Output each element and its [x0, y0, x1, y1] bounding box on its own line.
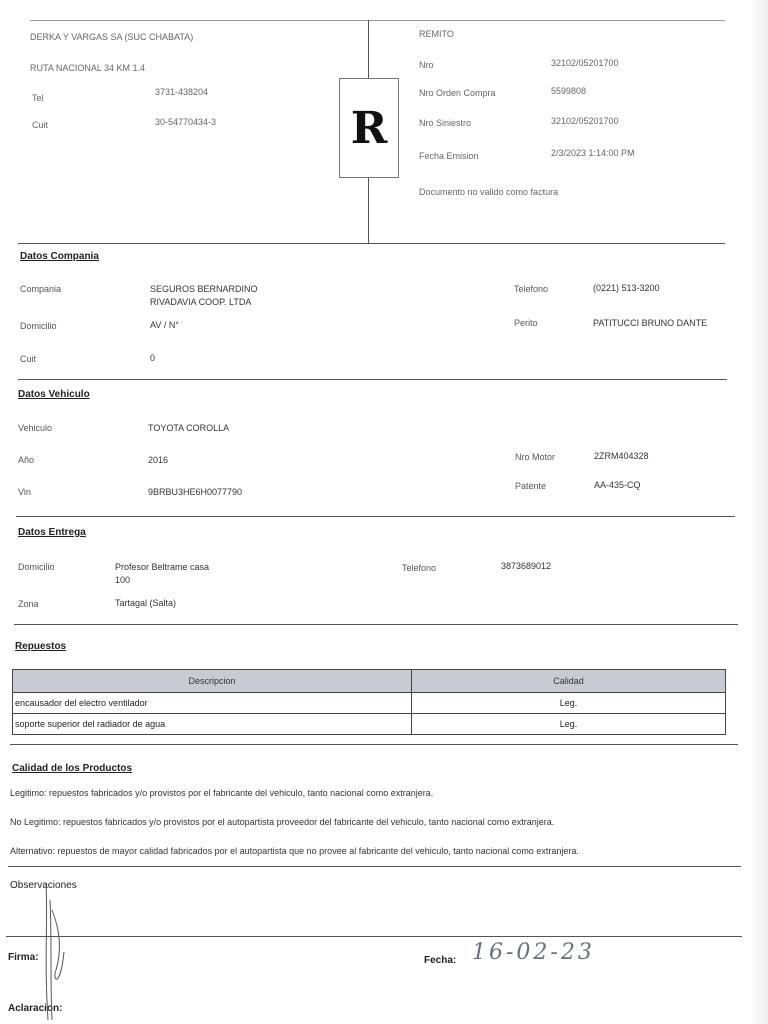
document-letter: R — [350, 102, 388, 154]
orden-label: Nro Orden Compra — [419, 88, 496, 98]
entrega-domicilio-value-1: Profesor Beltrame casa — [115, 562, 210, 572]
entrega-domicilio-value-2: 100 — [115, 575, 131, 585]
rule-vehiculo — [18, 379, 727, 380]
fecha-handwritten: 16-02-23 — [472, 940, 595, 965]
col-calidad: Calidad — [412, 670, 726, 693]
rule-observaciones — [8, 866, 741, 867]
firma-label: Firma: — [8, 952, 39, 963]
cuit-label: Cuit — [32, 120, 49, 130]
calidad-alternativo: Alternativo: repuestos de mayor calidad fabricados por el autopartista que no provee al fabricante del vehiculo, tanto nacional como extranjera. — [10, 846, 579, 856]
calidad-legitimo: Legitimo: repuestos fabricados y/o provistos por el fabricante del vehiculo, tanto nacional como extranjera. — [10, 788, 434, 798]
zona-label: Zona — [18, 599, 39, 609]
compania-telefono-value: (0221) 513-3200 — [593, 283, 660, 293]
page-edge-shadow — [750, 0, 768, 1024]
section-title-calidad: Calidad de los Productos — [12, 763, 133, 774]
nro-value: 32102/05201700 — [551, 58, 619, 68]
company-name: DERKA Y VARGAS SA (SUC CHABATA) — [30, 32, 194, 42]
zona-value: Tartagal (Salta) — [115, 598, 177, 608]
fecha-emision-value: 2/3/2023 1:14:00 PM — [551, 148, 635, 158]
orden-value: 5599808 — [551, 86, 587, 96]
motor-label: Nro Motor — [515, 452, 556, 462]
col-descripcion: Descripcion — [13, 670, 412, 693]
compania-cuit-value: 0 — [150, 353, 156, 363]
row-descripcion: encausador del electro ventilador — [13, 693, 412, 714]
section-title-repuestos: Repuestos — [15, 641, 67, 652]
motor-value: 2ZRM404328 — [594, 451, 649, 461]
row-calidad: Leg. — [412, 714, 726, 735]
compania-domicilio-label: Domicilio — [20, 321, 57, 331]
repuestos-table — [12, 669, 726, 735]
anio-label: Año — [18, 455, 35, 465]
rule-entrega — [16, 516, 735, 517]
entrega-telefono-label: Telefono — [402, 563, 437, 573]
vin-value: 9BRBU3HE6H0077790 — [148, 487, 243, 497]
siniestro-label: Nro Siniestro — [419, 118, 472, 128]
fecha-label: Fecha: — [424, 955, 457, 966]
tel-value: 3731-438204 — [155, 87, 209, 97]
cuit-value: 30-54770434-3 — [155, 117, 217, 127]
table-row — [13, 693, 726, 714]
compania-cuit-label: Cuit — [20, 354, 37, 364]
section-title-compania: Datos Compania — [20, 251, 99, 262]
observaciones-label: Observaciones — [10, 880, 77, 891]
perito-label: Perito — [514, 318, 538, 328]
entrega-telefono-value: 3873689012 — [501, 561, 552, 571]
nro-label: Nro — [419, 60, 434, 70]
vehiculo-label: Vehiculo — [18, 423, 53, 433]
fecha-emision-label: Fecha Emision — [419, 151, 479, 161]
tel-label: Tel — [32, 93, 44, 103]
rule-calidad — [10, 744, 738, 745]
rule-compania — [18, 243, 725, 244]
signature-scribble — [38, 880, 78, 1024]
patente-value: AA-435-CQ — [594, 480, 641, 490]
table-row — [13, 714, 726, 735]
compania-label: Compania — [20, 284, 62, 294]
compania-domicilio-value: AV / N° — [150, 320, 179, 330]
vehiculo-value: TOYOTA COROLLA — [148, 423, 230, 433]
company-address: RUTA NACIONAL 34 KM 1.4 — [30, 63, 146, 73]
siniestro-value: 32102/05201700 — [551, 116, 619, 126]
calidad-no-legitimo: No Legitimo: repuestos fabricados y/o provistos por el autopartista proveedor del fabricante del vehiculo, tanto nacional como extranjera. — [10, 817, 555, 827]
entrega-domicilio-label: Domicilio — [18, 562, 55, 572]
section-title-vehiculo: Datos Vehiculo — [18, 389, 90, 400]
row-descripcion: soporte superior del radiador de agua — [13, 714, 412, 735]
row-calidad: Leg. — [412, 693, 726, 714]
repuestos-header-row — [13, 670, 726, 693]
header-top-rule — [30, 20, 725, 21]
compania-telefono-label: Telefono — [514, 284, 549, 294]
rule-repuestos — [14, 624, 738, 625]
aclaracion-label: Aclaracion: — [8, 1003, 63, 1014]
anio-value: 2016 — [148, 455, 169, 465]
rule-firma — [6, 936, 742, 937]
section-title-entrega: Datos Entrega — [18, 527, 86, 538]
doc-type: REMITO — [419, 29, 454, 39]
compania-value-2: RIVADAVIA COOP. LTDA — [150, 297, 252, 307]
vin-label: Vin — [18, 487, 31, 497]
compania-value-1: SEGUROS BERNARDINO — [150, 284, 258, 294]
perito-value: PATITUCCI BRUNO DANTE — [593, 318, 708, 328]
document-letter-box — [339, 78, 399, 178]
no-valido-note: Documento no valido como factura — [419, 187, 559, 197]
patente-label: Patente — [515, 481, 547, 491]
